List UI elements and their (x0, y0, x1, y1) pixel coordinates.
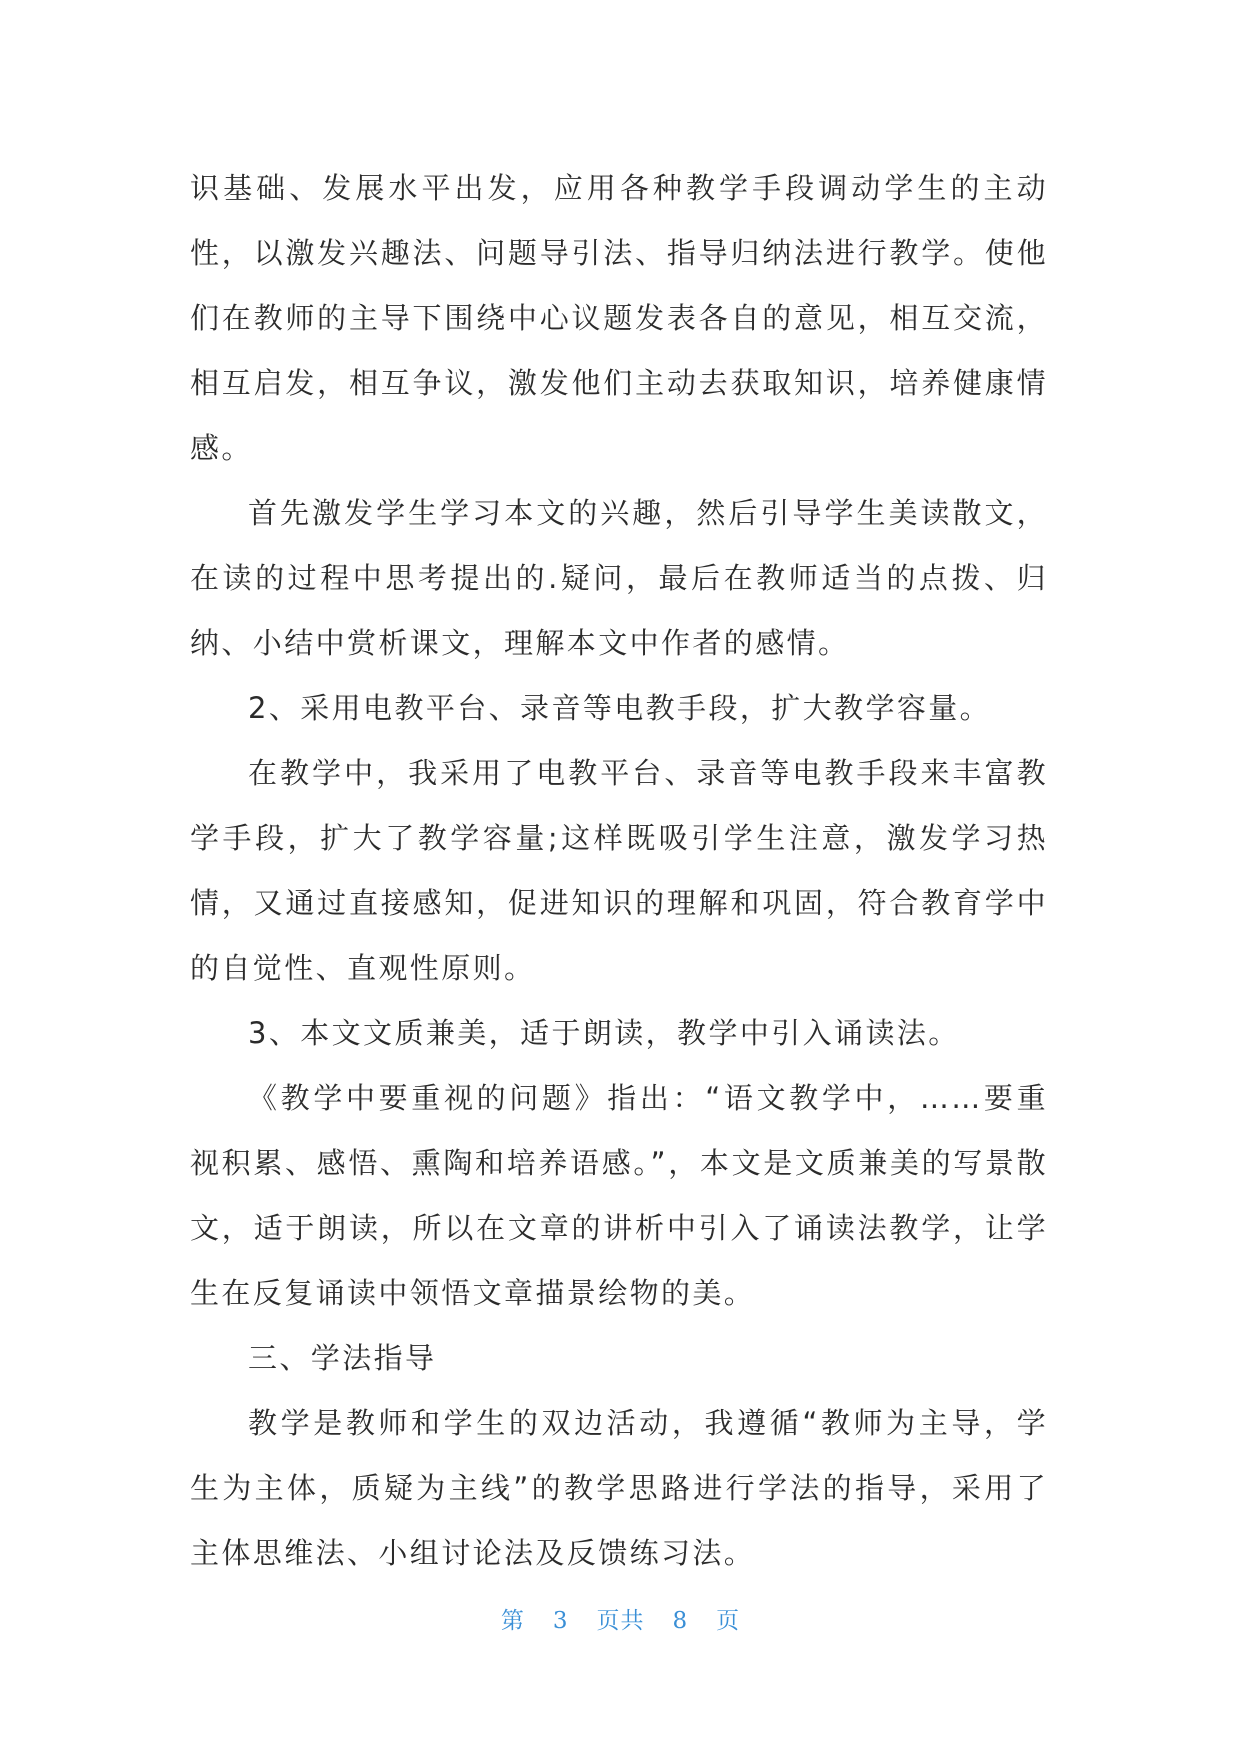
paragraph-8: 教学是教师和学生的双边活动，我遵循“教师为主导，学生为主体，质疑为主线”的教学思路进行学法的指导，采用了主体思维法、小组讨论法及反馈练习法。 (190, 1406, 1048, 1570)
footer-prefix: 第 (500, 1608, 525, 1634)
paragraph-5-heading: 3、本文文质兼美，适于朗读，教学中引入诵读法。 (248, 1016, 960, 1050)
paragraph-6: 《教学中要重视的问题》指出：“语文教学中，……要重视积累、感悟、熏陶和培养语感。”，本文是文质兼美的写景散文，适于朗读，所以在文章的讲析中引入了诵读法教学，让学生在反复诵读中领悟文章描景绘物的美。 (190, 1081, 1048, 1310)
footer-current-page: 3 (552, 1608, 569, 1634)
document-body (190, 156, 1048, 1586)
footer-total-pages: 8 (672, 1608, 689, 1634)
section-heading-study-guidance: 三、学法指导 (248, 1341, 437, 1375)
paragraph-1: 识基础、发展水平出发，应用各种教学手段调动学生的主动性，以激发兴趣法、问题导引法、指导归纳法进行教学。使他们在教师的主导下围绕中心议题发表各自的意见，相互交流，相互启发，相互争议，激发他们主动去获取知识，培养健康情感。 (190, 171, 1048, 465)
page-footer (0, 1602, 1241, 1635)
footer-middle: 页共 (596, 1608, 645, 1634)
paragraph-2: 首先激发学生学习本文的兴趣，然后引导学生美读散文，在读的过程中思考提出的.疑问，最后在教师适当的点拨、归纳、小结中赏析课文，理解本文中作者的感情。 (190, 496, 1048, 660)
paragraph-4: 在教学中，我采用了电教平台、录音等电教手段来丰富教学手段，扩大了教学容量;这样既吸引学生注意，激发学习热情，又通过直接感知，促进知识的理解和巩固，符合教育学中的自觉性、直观性原则。 (190, 756, 1048, 985)
paragraph-3-heading: 2、采用电教平台、录音等电教手段，扩大教学容量。 (248, 691, 992, 725)
footer-suffix: 页 (716, 1608, 741, 1634)
